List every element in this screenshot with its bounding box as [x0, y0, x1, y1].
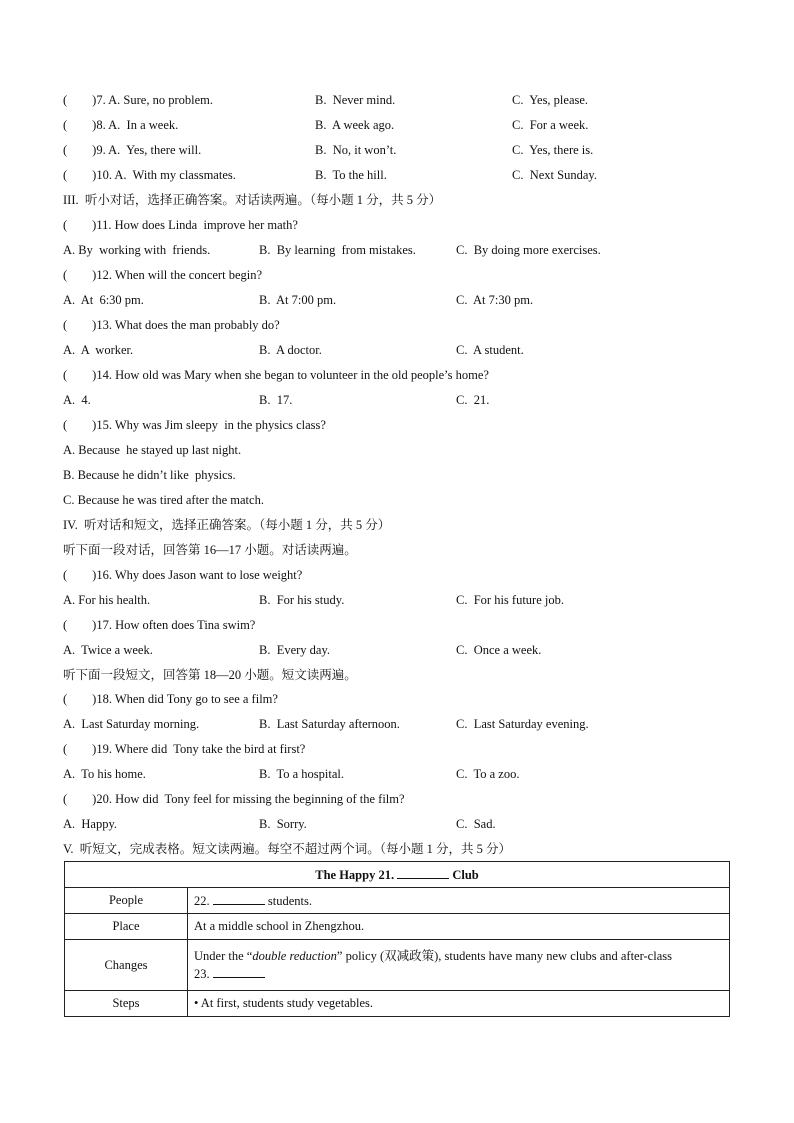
blank-21[interactable]	[397, 866, 449, 879]
question-15-option-b: B. Because he didn’t like physics.	[63, 468, 236, 482]
question-18-option-c: C. Last Saturday evening.	[456, 717, 589, 731]
row-label-changes: Changes	[65, 940, 188, 991]
question-20-option-c: C. Sad.	[456, 817, 496, 831]
question-11-option-a: A. By working with friends.	[63, 243, 211, 257]
question-11-option-b: B. By learning from mistakes.	[259, 243, 416, 257]
blank-23-number: 23.	[194, 966, 213, 981]
question-18-option-b: B. Last Saturday afternoon.	[259, 717, 400, 731]
question-12-option-b: B. At 7:00 pm.	[259, 293, 337, 307]
table-row	[65, 914, 730, 940]
question-16-option-c: C. For his future job.	[456, 593, 564, 607]
row-label-steps: Steps	[65, 991, 188, 1017]
question-9-option-a: ( )9. A. Yes, there will.	[63, 143, 202, 157]
question-14-stem: ( )14. How old was Mary when she began to volunteer in the old people’s home?	[63, 368, 489, 382]
row-value-steps: • At first, students study vegetables.	[188, 991, 730, 1017]
question-15-option-c: C. Because he was tired after the match.	[63, 493, 264, 507]
question-14-option-c: C. 21.	[456, 393, 490, 407]
question-20-stem: ( )20. How did Tony feel for missing the beginning of the film?	[63, 792, 405, 806]
dialogue-intro: 听下面一段对话，回答第 16—17 小题。对话读两遍。	[63, 543, 357, 557]
blank-23[interactable]	[213, 965, 265, 978]
question-17-option-b: B. Every day.	[259, 643, 331, 657]
table-title	[65, 862, 730, 888]
question-7-option-a: ( )7. A. Sure, no problem.	[63, 93, 213, 107]
row-label-place: Place	[65, 914, 188, 940]
question-13-option-a: A. A worker.	[63, 343, 134, 357]
row-label-people: People	[65, 888, 188, 914]
question-19-option-c: C. To a zoo.	[456, 767, 520, 781]
question-12-stem: ( )12. When will the concert begin?	[63, 268, 263, 282]
question-12-option-c: C. At 7:30 pm.	[456, 293, 534, 307]
question-16-option-b: B. For his study.	[259, 593, 345, 607]
question-18-option-a: A. Last Saturday morning.	[63, 717, 200, 731]
question-10-option-c: C. Next Sunday.	[512, 168, 597, 182]
question-20-option-b: B. Sorry.	[259, 817, 307, 831]
table-row	[65, 991, 730, 1017]
question-10-option-a: ( )10. A. With my classmates.	[63, 168, 236, 182]
blank-22[interactable]	[213, 892, 265, 905]
table-title-suffix: Club	[449, 867, 479, 882]
changes-text-pre: Under the “	[194, 948, 253, 963]
question-15-option-a: A. Because he stayed up last night.	[63, 443, 242, 457]
question-13-stem: ( )13. What does the man probably do?	[63, 318, 280, 332]
changes-text-mid: ” policy (双减政策), students have many new clubs and after-class	[336, 948, 672, 963]
question-17-option-a: A. Twice a week.	[63, 643, 153, 657]
section-4-heading: IV. 听对话和短文，选择正确答案。（每小题 1 分，共 5 分）	[63, 518, 391, 532]
question-17-option-c: C. Once a week.	[456, 643, 542, 657]
table-row	[65, 888, 730, 914]
table-title-row	[65, 862, 730, 888]
question-19-option-a: A. To his home.	[63, 767, 146, 781]
changes-italic-term: double reduction	[252, 948, 337, 963]
question-8-option-a: ( )8. A. In a week.	[63, 118, 179, 132]
question-14-option-b: B. 17.	[259, 393, 293, 407]
question-18-stem: ( )18. When did Tony go to see a film?	[63, 692, 278, 706]
passage-intro: 听下面一段短文，回答第 18—20 小题。短文读两遍。	[63, 668, 357, 682]
question-13-option-c: C. A student.	[456, 343, 524, 357]
row-value-people	[188, 888, 730, 914]
section-5-heading: V. 听短文，完成表格。短文读两遍。每空不超过两个词。（每小题 1 分，共 5 分）	[63, 842, 512, 856]
section-3-heading: III. 听小对话，选择正确答案。对话读两遍。（每小题 1 分，共 5 分）	[63, 193, 442, 207]
question-8-option-c: C. For a week.	[512, 118, 589, 132]
question-7-option-b: B. Never mind.	[315, 93, 396, 107]
question-14-option-a: A. 4.	[63, 393, 91, 407]
question-11-option-c: C. By doing more exercises.	[456, 243, 601, 257]
question-17-stem: ( )17. How often does Tina swim?	[63, 618, 256, 632]
question-19-option-b: B. To a hospital.	[259, 767, 345, 781]
question-7-option-c: C. Yes, please.	[512, 93, 589, 107]
question-9-option-c: C. Yes, there is.	[512, 143, 594, 157]
question-8-option-b: B. A week ago.	[315, 118, 395, 132]
blank-22-number: 22.	[194, 893, 213, 908]
table-title-prefix: The Happy 21.	[315, 867, 398, 882]
question-10-option-b: B. To the hill.	[315, 168, 387, 182]
question-16-stem: ( )16. Why does Jason want to lose weight?	[63, 568, 303, 582]
question-15-stem: ( )15. Why was Jim sleepy in the physics class?	[63, 418, 326, 432]
question-9-option-b: B. No, it won’t.	[315, 143, 397, 157]
table-row	[65, 940, 730, 991]
people-suffix: students.	[264, 893, 312, 908]
row-value-place: At a middle school in Zhengzhou.	[188, 914, 730, 940]
question-19-stem: ( )19. Where did Tony take the bird at first?	[63, 742, 306, 756]
fill-in-table	[64, 861, 730, 1017]
question-11-stem: ( )11. How does Linda improve her math?	[63, 218, 298, 232]
row-value-changes	[188, 940, 730, 991]
question-16-option-a: A. For his health.	[63, 593, 151, 607]
question-12-option-a: A. At 6:30 pm.	[63, 293, 144, 307]
question-20-option-a: A. Happy.	[63, 817, 118, 831]
question-13-option-b: B. A doctor.	[259, 343, 322, 357]
